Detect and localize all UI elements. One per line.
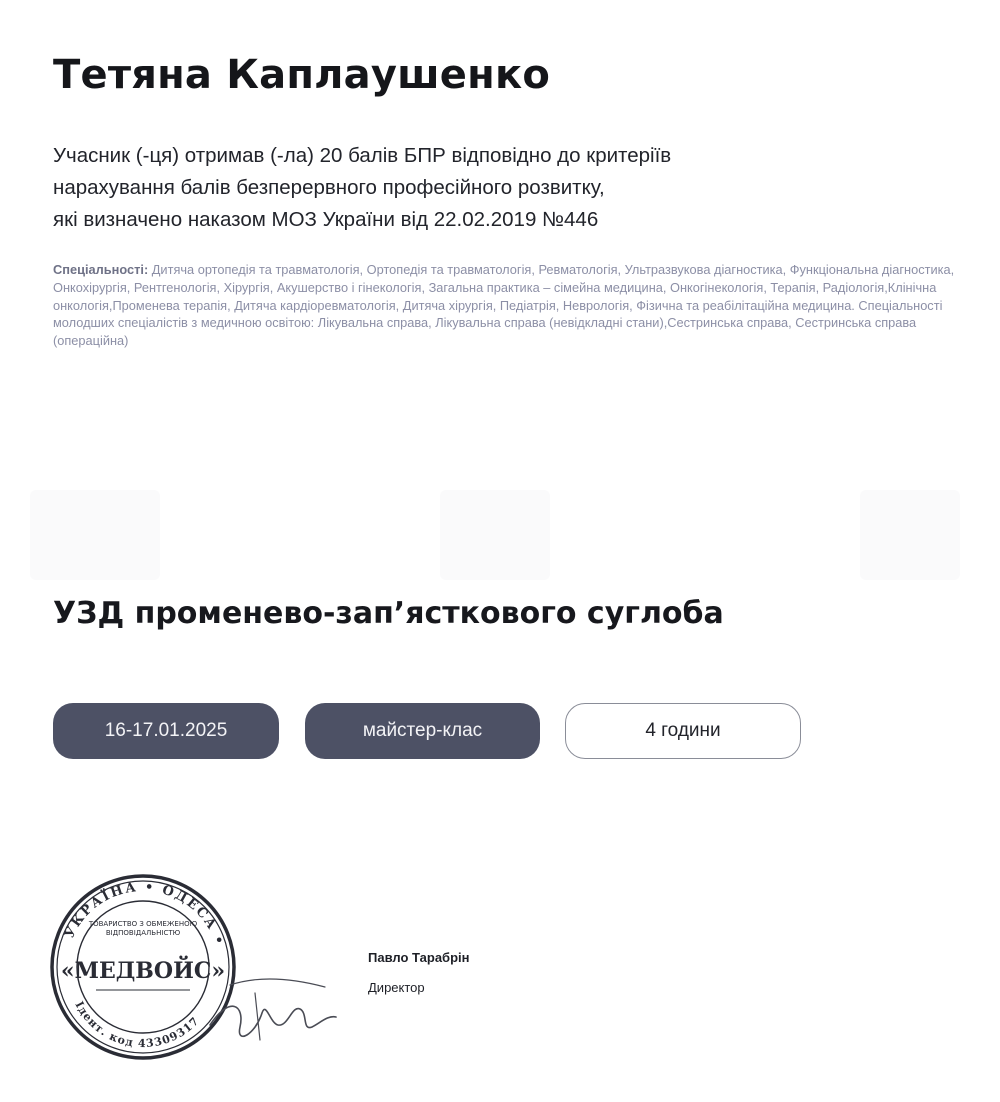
participant-name: Тетяна Каплаушенко: [53, 52, 550, 98]
format-text: майстер-клас: [362, 720, 483, 741]
stamp-id-code: Ідент. код 43309317: [72, 999, 202, 1051]
stamp-org-name: «МЕДВОЙС»: [60, 958, 226, 984]
credits-line-3: які визначено наказом МОЗ України від 22.02.2019 №446: [53, 208, 599, 231]
stamp-outer-text: УКРАЇНА • ОДЕСА •: [62, 879, 227, 949]
faint-background-mark: [440, 490, 550, 580]
dates-text: 16-17.01.2025: [104, 720, 228, 741]
faint-background-mark: [860, 490, 960, 580]
format-badge: [305, 703, 540, 759]
duration-badge: [565, 703, 801, 759]
specialties-text: Дитяча ортопедія та травматологія, Ортопедія та травматологія, Ревматологія, Ультразвукова діагностика, Функціональна діагностика, Онкохірургія, Рентгенологія, Хірургія, Акушерство і гінекологія, Загальна практика – сімейна медицина, Онкогінекологія, Терапія, Радіологія,Клінічна онкологія,Променева терапія, Дитяча кардіоревматологія, Дитяча хірургія, Педіатрія, Неврологія, Фізична та реабілітаційна медицина. Спеціальності молодших спеціалістів з медичною освітою: Лікувальна справа, Лікувальна справа (невідкладні стани),Сестринська справа, Сестринська справа (операційна): [53, 262, 955, 349]
duration-text: 4 години: [645, 720, 721, 741]
stamp-inner-text: ТОВАРИСТВО З ОБМЕЖЕНОЮ ВІДПОВІДАЛЬНІСТЮ: [88, 920, 198, 937]
dates-badge: [53, 703, 279, 759]
faint-background-mark: [30, 490, 160, 580]
signer-role: Директор: [368, 980, 425, 995]
signature-scribble: [200, 965, 340, 1055]
credits-line-2: нарахування балів безперервного професійного розвитку,: [53, 176, 605, 199]
specialties-label: Спеціальності:: [53, 262, 149, 277]
credits-statement: [53, 140, 953, 236]
specialties-block: [53, 261, 968, 350]
course-title: УЗД променево-зап’ясткового суглоба: [53, 596, 724, 631]
signer-name: Павло Тарабрін: [368, 950, 470, 965]
credits-line-1: Учасник (-ця) отримав (-ла) 20 балів БПР відповідно до критеріїв: [53, 144, 672, 167]
